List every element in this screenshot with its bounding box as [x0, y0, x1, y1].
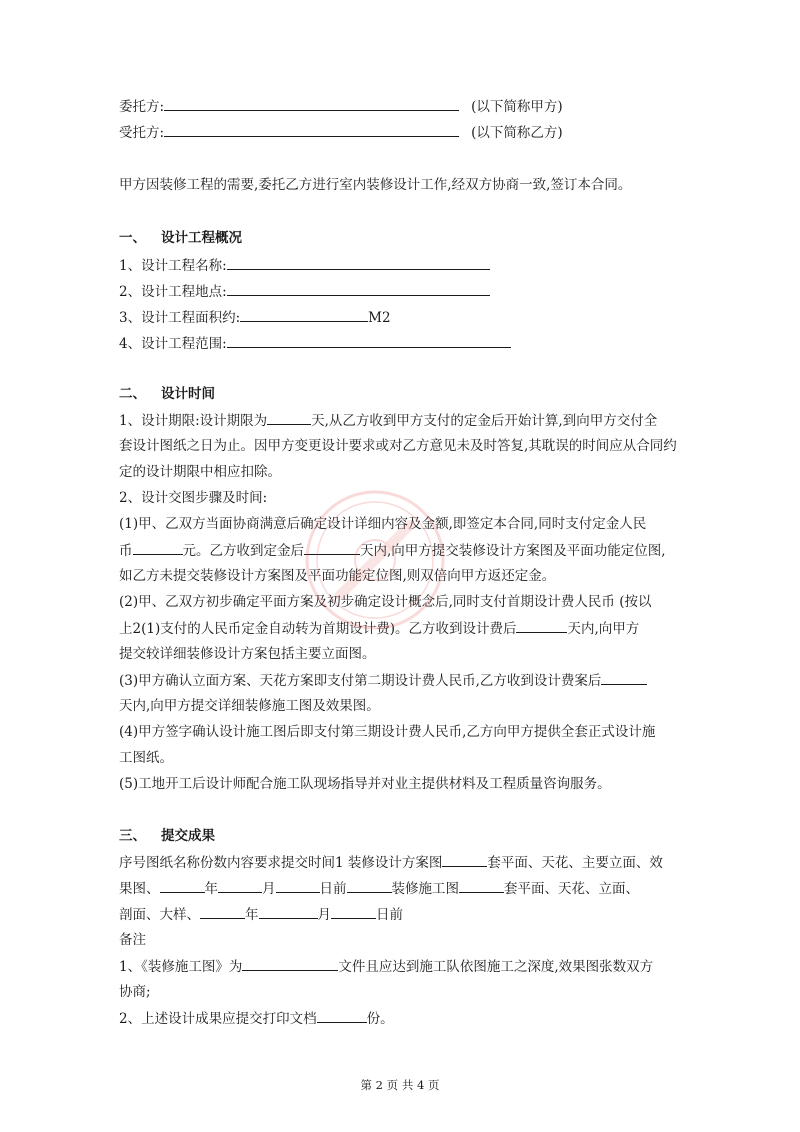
design-period-line-1	[119, 411, 657, 430]
note-1-blank	[242, 957, 338, 971]
deliverables-line-3	[119, 905, 403, 924]
step-4-line-1: (4)甲方签字确认设计施工图后即支付第三期设计费人民币,乙方向甲方提供全套正式设计施	[119, 724, 656, 740]
note-2-line	[119, 1009, 394, 1028]
step-3-text: (3)甲方确认立面方案、天花方案即支付第二期设计费人民币,乙方收到设计费案后	[119, 673, 602, 689]
day-blank-1	[276, 879, 320, 893]
page-footer: 第 2 页 共 4 页	[360, 1078, 440, 1092]
month-blank-1	[218, 879, 262, 893]
step-1-line-1: (1)甲、乙双方当面协商满意后确定设计详细内容及金额,即签定本合同,同时支付定金人民	[119, 516, 647, 532]
design-days-blank	[267, 411, 311, 425]
note-1-text-b: 文件且应达到施工队依图施工之深度,效果图张数双方	[338, 959, 654, 975]
deposit-amount-blank	[133, 541, 183, 555]
step-4-line-2: 工图纸。	[119, 750, 173, 766]
construction-sets-blank	[459, 879, 504, 893]
scheme-sets-blank	[442, 853, 487, 867]
year-blank-2	[200, 905, 245, 919]
step-1-days-blank	[304, 541, 360, 555]
project-area-line	[119, 308, 391, 327]
project-location-label: 2、设计工程地点:	[119, 284, 227, 300]
section-3-number: 三、	[119, 828, 146, 844]
copies-blank	[317, 1009, 367, 1023]
year-blank-1	[160, 879, 205, 893]
section-1-title: 设计工程概况	[161, 230, 242, 246]
deliverables-text-c: 果图、	[119, 881, 160, 897]
month-label-2: 月	[317, 907, 331, 923]
section-3-heading	[119, 827, 215, 845]
notes-heading: 备注	[119, 932, 146, 948]
step-5-line: (5)工地开工后设计师配合施工队现场指导并对业主提供材料及工程质量咨询服务。	[119, 776, 611, 792]
project-scope-blank	[227, 334, 511, 348]
contractor-label: 受托方:	[119, 125, 165, 141]
deliverables-line-1	[119, 853, 663, 872]
project-name-line	[119, 256, 490, 275]
step-2-days-blank	[516, 619, 567, 633]
step-1-line-2	[119, 541, 666, 560]
month-label-1: 月	[262, 881, 276, 897]
day-label-1: 日前	[319, 881, 347, 897]
section-2-heading	[119, 385, 215, 403]
note-1-line-2: 协商;	[119, 984, 151, 1000]
year-label-2: 年	[245, 907, 259, 923]
project-scope-line	[119, 334, 511, 353]
step-1-line-3: 如乙方未提交装修设计方案图及平面功能定位图,则双倍向甲方返还定金。	[119, 568, 556, 584]
section-2-title: 设计时间	[161, 386, 215, 402]
deliverables-text-d: 套平面、天花、立面、	[504, 881, 639, 897]
project-area-unit: M2	[368, 310, 391, 326]
construction-blank	[347, 879, 392, 893]
drawing-steps-heading: 2、设计交图步骤及时间:	[119, 490, 268, 506]
deliverables-line-2	[119, 879, 639, 898]
project-location-line	[119, 282, 490, 301]
note-2-text-a: 2、上述设计成果应提交打印文档	[119, 1011, 317, 1027]
deliverables-text-e: 剖面、大样、	[119, 907, 200, 923]
step-1-text-c: 天内,向甲方提交装修设计方案图及平面功能定位图,	[360, 543, 666, 559]
design-period-text-a: 1、设计期限:设计期限为	[119, 413, 268, 429]
contractor-line	[119, 123, 563, 142]
step-1-text-a: 币	[119, 543, 133, 559]
day-label-2: 日前	[376, 907, 403, 923]
client-label: 委托方:	[119, 99, 165, 115]
project-location-blank	[227, 282, 490, 296]
step-1-text-b: 元。乙方收到定金后	[182, 543, 304, 559]
step-3-days-blank	[601, 671, 647, 685]
step-3-line-2: 天内,向甲方提交详细装修施工图及效果图。	[119, 698, 380, 714]
contractor-blank	[164, 123, 459, 137]
design-period-line-2: 套设计图纸之日为止。因甲方变更设计要求或对乙方意见未及时答复,其耽误的时间应从合同约	[119, 438, 677, 454]
client-blank	[164, 97, 459, 111]
project-scope-label: 4、设计工程范围:	[119, 336, 227, 352]
project-name-label: 1、设计工程名称:	[119, 258, 227, 274]
year-label-1: 年	[204, 881, 218, 897]
step-2-text-b: 天内,向甲方	[567, 621, 640, 637]
note-1-line-1	[119, 957, 653, 976]
client-suffix: (以下简称甲方)	[471, 99, 563, 115]
step-2-line-1: (2)甲、乙双方初步确定平面方案及初步确定设计概念后,同时支付首期设计费人民币 (按以	[119, 594, 652, 610]
section-1-heading	[119, 229, 242, 247]
construction-drawing-label: 装修施工图	[391, 881, 459, 897]
day-blank-2	[331, 905, 376, 919]
section-2-number: 二、	[119, 386, 146, 402]
note-1-text-a: 1、《装修施工图》为	[119, 959, 243, 975]
project-area-label: 3、设计工程面积约:	[119, 310, 241, 326]
client-line	[119, 97, 563, 116]
section-1-number: 一、	[119, 230, 146, 246]
step-3-line-1	[119, 671, 647, 690]
deliverables-text-b: 套平面、天花、主要立面、效	[487, 855, 663, 871]
contractor-suffix: (以下简称乙方)	[471, 125, 563, 141]
watermark-stamp-icon	[300, 485, 450, 635]
design-period-line-3: 定的设计期限中相应扣除。	[119, 464, 281, 480]
step-2-line-2	[119, 619, 639, 638]
deliverables-text-a: 序号图纸名称份数内容要求提交时间1 装修设计方案图	[119, 855, 443, 871]
month-blank-2	[259, 905, 318, 919]
design-period-text-b: 天,从乙方收到甲方支付的定金后开始计算,到向甲方交付全	[311, 413, 658, 429]
step-2-text-a: 上2(1)支付的人民币定金自动转为首期设计费)。乙方收到设计费后	[119, 621, 517, 637]
intro-paragraph: 甲方因装修工程的需要,委托乙方进行室内装修设计工作,经双方协商一致,签订本合同。	[119, 177, 632, 193]
note-2-text-b: 份。	[366, 1011, 394, 1027]
project-area-blank	[240, 308, 368, 322]
step-2-line-3: 提交较详细装修设计方案包括主要立面图。	[119, 646, 376, 662]
project-name-blank	[227, 256, 490, 270]
section-3-title: 提交成果	[161, 828, 215, 844]
